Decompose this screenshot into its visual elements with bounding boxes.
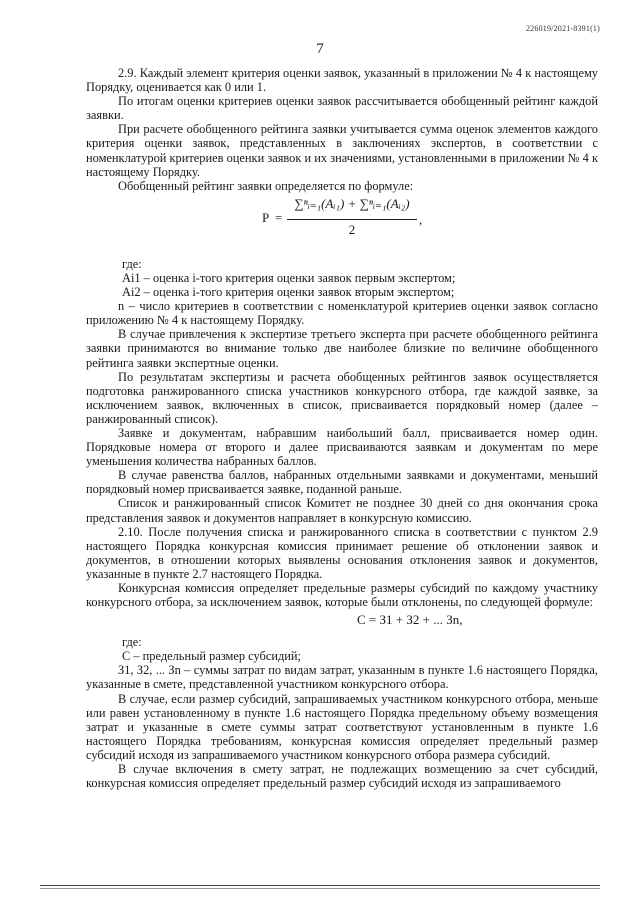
formula-lhs: P	[262, 209, 270, 225]
paragraph: По результатам экспертизы и расчета обобщенных рейтингов заявок осуществляется подготовка ранжированного списка участников конкурсного отбора, где каждой заявке, за исключением заявок, включенных в список, присваивается порядковый номер (далее – ранжированный список).	[86, 369, 598, 426]
formula-numerator: ∑ⁿᵢ₌₁(Aᵢ₁) + ∑ⁿᵢ₌₁(Aᵢ₂)	[294, 195, 410, 211]
paragraph: Конкурсная комиссия определяет предельные размеры субсидий по каждому участнику конкурсного отбора, за исключением заявок, которые были отклонены, по следующей формуле:	[86, 581, 598, 610]
footer-rule-thin	[40, 888, 600, 889]
formula-denominator: 2	[348, 221, 356, 237]
paragraph: В случае включения в смету затрат, не подлежащих возмещению за счет субсидий, конкурсная комиссия определяет предельный размер субсидий исходя из запрашиваемого	[86, 762, 598, 791]
definition-z: З1, З2, ... Зn – суммы затрат по видам затрат, указанным в пункте 1.6 настоящего Порядка, указанные в смете, представленной участником конкурсного отбора.	[86, 663, 598, 692]
definition-ai2: Аi2 – оценка i-того критерия оценки заявок вторым экспертом;	[122, 285, 455, 300]
formula-equals: =	[275, 209, 283, 225]
paragraph: Список и ранжированный список Комитет не позднее 30 дней со дня окончания срока представления заявок и документов направляет в конкурсную комиссию.	[86, 496, 598, 525]
definition-ai1: Аi1 – оценка i-того критерия оценки заявок первым экспертом;	[122, 270, 456, 285]
paragraph: 2.9. Каждый элемент критерия оценки заявок, указанный в приложении № 4 к настоящему Порядку, оценивается как 0 или 1.	[86, 66, 598, 95]
paragraph: При расчете обобщенного рейтинга заявки учитывается сумма оценок элементов каждого критерия оценки заявок, представленных в заключениях экспертов, в соответствии с номенклатурой критериев оценки заявок и их значениями, установленными в приложении № 4 к настоящему Порядку.	[86, 122, 598, 179]
fraction-bar	[287, 219, 417, 220]
paragraph: 2.10. После получения списка и ранжированного списка в соответствии с пунктом 2.9 настоящего Порядка конкурсная комиссия принимает решение об отклонении заявок и документов, в отношении которых выявлены основания отклонения заявок и документов, указанные в пункте 2.7 настоящего Порядка.	[86, 524, 598, 581]
where-label: где:	[122, 635, 142, 650]
paragraph: В случае, если размер субсидий, запрашиваемых участником конкурсного отбора, меньше или равен установленному в пункте 1.6 настоящего Порядка предельному объему возмещения затрат и указанные в смете суммы затрат соответствуют установленным в пункте 1.6 настоящего Порядка требованиям, конкурсная комиссия определяет предельный размер субсидий исходя из запрашиваемого участником конкурсного отбора размера субсидий.	[86, 691, 598, 762]
paragraph: Заявке и документам, набравшим наибольший балл, присваивается номер один. Порядковые номера от второго и далее присваиваются заявкам и документам по мере уменьшения количества набранных баллов.	[86, 425, 598, 469]
subsidy-formula	[86, 611, 598, 631]
document-number: 226019/2021-8391(1)	[525, 24, 600, 33]
definition-c: С – предельный размер субсидий;	[122, 649, 301, 664]
definition-n: n – число критериев в соответствии с номенклатурой критериев оценки заявок согласно приложению № 4 к настоящему Порядку.	[86, 299, 598, 328]
subsidy-formula-text: С = З1 + З2 + ... Зn,	[357, 612, 463, 628]
paragraph: Обобщенный рейтинг заявки определяется по формуле:	[118, 178, 414, 193]
document-body	[86, 66, 598, 790]
page-number: 7	[316, 41, 324, 57]
formula-comma: ,	[419, 211, 423, 227]
paragraph: В случае привлечения к экспертизе третьего эксперта при расчете обобщенного рейтинга заявки принимаются во внимание только две наиболее близкие по величине обобщенного рейтинга заявки экспертные оценки.	[86, 327, 598, 370]
footer-rule	[40, 885, 600, 886]
where-label: где:	[122, 256, 142, 271]
paragraph: В случае равенства баллов, набранных отдельными заявками и документами, меньший порядковый номер присваивается заявке, поданной раньше.	[86, 468, 598, 497]
paragraph: По итогам оценки критериев оценки заявок рассчитывается обобщенный рейтинг каждой заявки.	[86, 94, 598, 123]
rating-formula	[86, 197, 598, 241]
